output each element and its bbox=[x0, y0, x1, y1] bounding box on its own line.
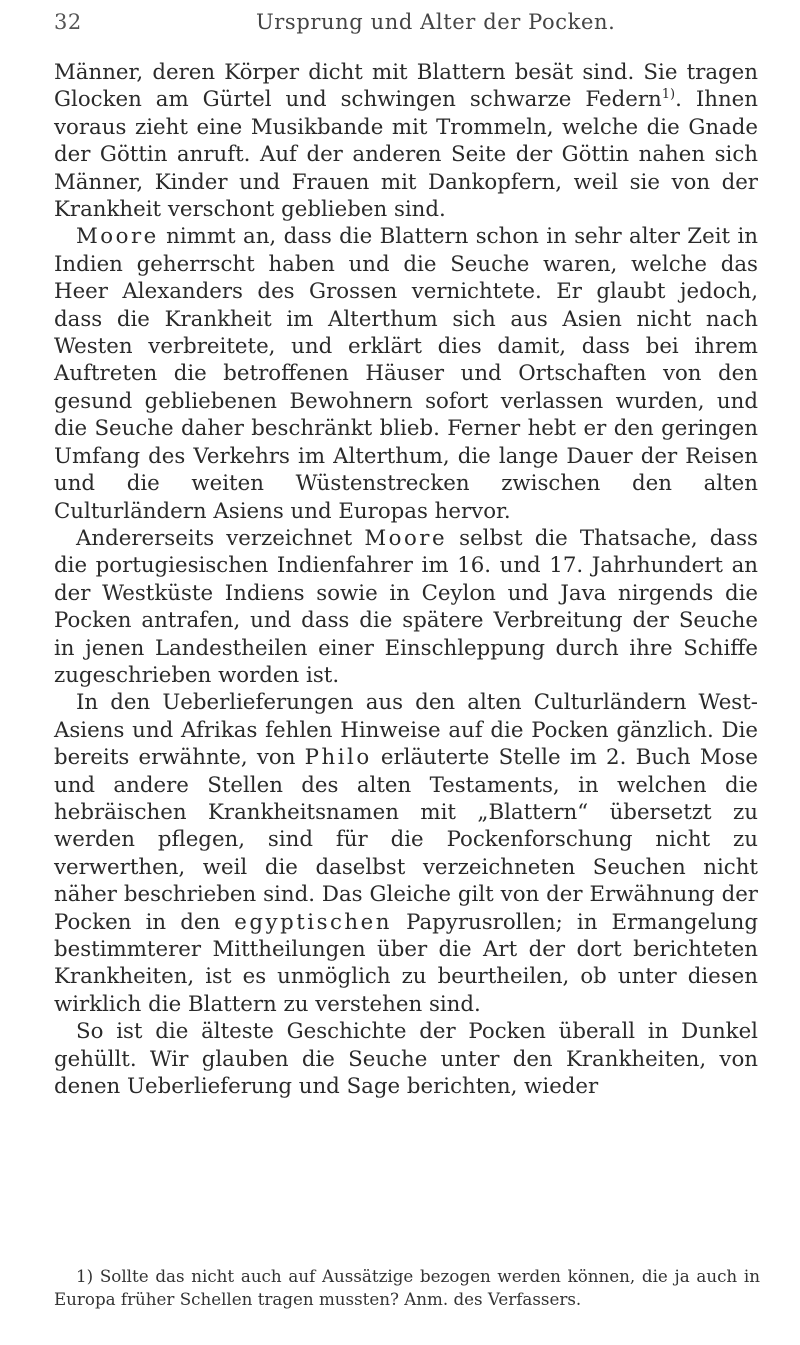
paragraph-5 bbox=[54, 1018, 758, 1100]
page-header bbox=[54, 10, 754, 40]
paragraph-2 bbox=[54, 223, 758, 524]
paragraph-4-text-a: In den Ueberlieferungen aus den alten Culturländern West-Asiens und Afrikas fehlen Hinweise auf die Pocken gänzlich. Die bereits erwähnte, von bbox=[54, 690, 758, 771]
body-text bbox=[54, 59, 758, 1100]
emphasis-egyptischen: egyptischen bbox=[234, 909, 392, 935]
paragraph-2-text: nimmt an, dass die Blattern schon in sehr alter Zeit in Indien geherrscht haben und die Seuche waren, welche das Heer Alexanders des Grossen vernichtete. Er glaubt jedoch, dass die Krankheit im Alterthum sich aus Asien nicht nach Westen verbreitete, und erklärt dies damit, dass bei ihrem Auftreten die betroffenen Häuser und Ortschaften von den gesund gebliebenen Bewohnern sofort verlassen wurden, und die Seuche daher beschränkt blieb. Ferner hebt er den geringen Umfang des Verkehrs im Alterthum, die lange Dauer der Reisen und die weiten Wüstenstrecken zwischen den alten Culturländern Asiens und Europas hervor. bbox=[54, 224, 758, 524]
paragraph-3-text-b: selbst die Thatsache, dass die portugiesischen Indienfahrer im 16. und 17. Jahrhundert an der Westküste Indiens sowie in Ceylon und Java nirgends die Pocken antrafen, und dass die spätere Verbreitung der Seuche in jenen Landestheilen einer Einschleppung durch ihre Schiffe zugeschrieben worden ist. bbox=[54, 525, 758, 688]
paragraph-5-text: So ist die älteste Geschichte der Pocken überall in Dunkel gehüllt. Wir glauben die Seuche unter den Krankheiten, von denen Ueberlieferung und Sage berichten, wieder bbox=[54, 1019, 758, 1100]
paragraph-3 bbox=[54, 525, 758, 689]
author-name-moore: Moore bbox=[76, 224, 159, 250]
footnote-reference: 1) bbox=[661, 87, 676, 103]
footnote bbox=[54, 1265, 760, 1311]
page-number: 32 bbox=[54, 10, 82, 34]
paragraph-1 bbox=[54, 59, 758, 223]
paragraph-1-text-b: . Ihnen voraus zieht eine Musikbande mit Trommeln, welche die Gnade der Göttin anruft. Auf der anderen Seite der Göttin nahen sich Männer, Kinder und Frauen mit Dankopfern, weil sie von der Krankheit verschont geblieben sind. bbox=[54, 87, 758, 223]
paragraph-3-text-a: Andererseits verzeichnet bbox=[76, 525, 365, 551]
author-name-philo: Philo bbox=[304, 745, 372, 771]
running-title: Ursprung und Alter der Pocken. bbox=[256, 10, 616, 34]
footnote-text: 1) Sollte das nicht auch auf Aussätzige bezogen werden können, die ja auch in Europa früher Schellen tragen mussten? Anm. des Verfassers. bbox=[54, 1266, 760, 1309]
paragraph-4-text-c: Papyrusrollen; in Ermangelung bestimmterer Mittheilungen über die Art der dort berichteten Krankheiten, ist es unmöglich zu beurtheilen, ob unter diesen wirklich die Blattern zu verstehen sind. bbox=[54, 909, 758, 1017]
paragraph-4-text-b: erläuterte Stelle im 2. Buch Mose und andere Stellen des alten Testaments, in welchen die hebräischen Krankheitsnamen mit „Blattern“ übersetzt zu werden pflegen, sind für die Pockenforschung nicht zu verwerthen, weil die daselbst verzeichneten Seuchen nicht näher beschrieben sind. Das Gleiche gilt von der Erwähnung der Pocken in den bbox=[54, 745, 758, 935]
paragraph-1-text-a: Männer, deren Körper dicht mit Blattern besät sind. Sie tragen Glocken am Gürtel und schwingen schwarze Federn bbox=[54, 60, 758, 113]
paragraph-4 bbox=[54, 689, 758, 1018]
author-name-moore-2: Moore bbox=[364, 525, 448, 551]
